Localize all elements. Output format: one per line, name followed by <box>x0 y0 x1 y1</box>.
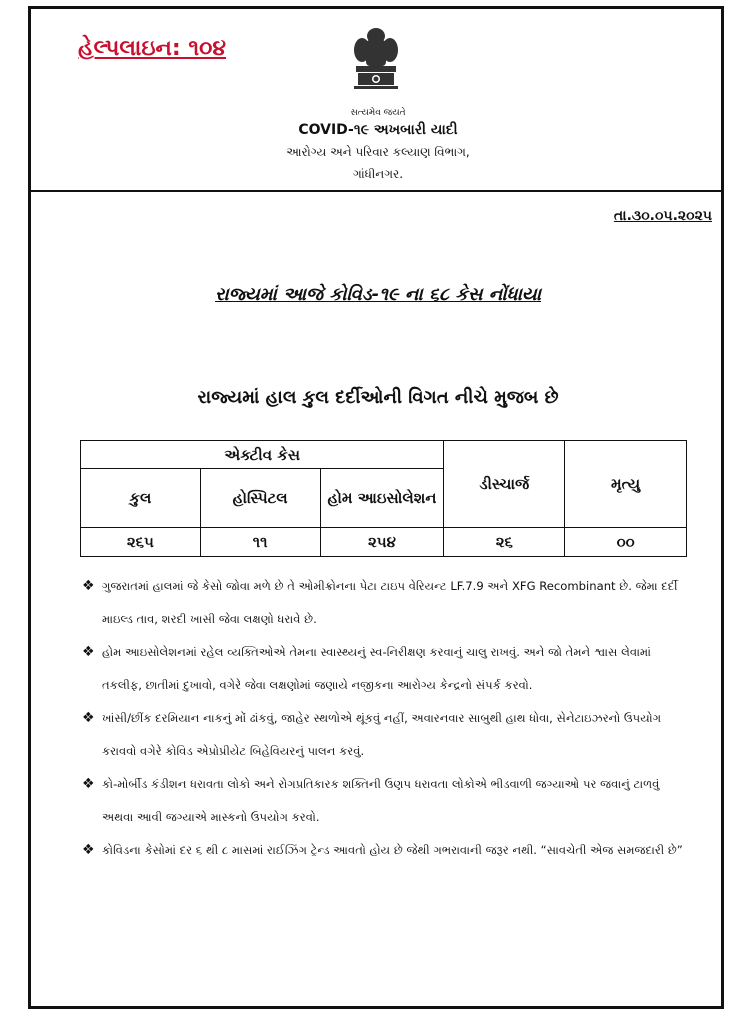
header-divider <box>30 190 722 192</box>
list-item-text: ગુજરાતમાં હાલમાં જે કેસો જોવા મળે છે તે ઓમીક્રોનના પેટા ટાઇપ વેરિયન્ટ LF.7.9 અને XFG Recombinant છે. જેમા દર્દી માઇલ્ડ તાવ, શરદી ખાસી જેવા લક્ષણો ધરાવે છે. <box>102 579 678 626</box>
release-date: તા.૩૦.૦૫.૨૦૨૫ <box>613 208 712 224</box>
headline: રાજ્યમાં આજે કોવિડ-૧૯ ના ૬૮ કેસ નોંધાયા <box>214 284 542 305</box>
list-item-text: હોમ આઇસોલેશનમાં રહેલ વ્યક્તિઓએ તેમના સ્વાસ્થ્યનું સ્વ-નિરીક્ષણ કરવાનું ચાલુ રાખવું. અને જો તેમને શ્વાસ લેવામાં તકલીફ, છાતીમાં દુખાવો, વગેરે જેવા લક્ષણોમાં જણાયે નજીકના આરોગ્ય કેન્દ્રનો સંપર્ક કરવો. <box>102 645 651 692</box>
emblem-motto: સત્યમેવ જયતે <box>350 108 406 118</box>
department-name: આરોગ્ય અને પરિવાર કલ્યાણ વિભાગ, <box>286 145 470 159</box>
case-summary-table <box>80 440 687 557</box>
diamond-bullet-icon: ❖ <box>82 578 95 594</box>
home-isolation-header: હોમ આઇસોલેશન <box>320 469 444 528</box>
subheading: રાજ્યમાં હાલ કુલ દર્દીઓની વિગત નીચે મુજબ છે <box>197 387 559 408</box>
total-value: ૨૬૫ <box>81 528 201 557</box>
list-item-text: ખાંસી/છીંક દરમિયાન નાકનું મોં ઢાંકવું, જાહેર સ્થળોએ થૂંકવું નહીં, અવારનવાર સાબુથી હાથ ધોવા, સેનેટાઇઝરનો ઉપયોગ કરાવવો વગેરે કોવિડ એપ્રોપ્રીયેટ બિહેવિયરનું પાલન કરવું. <box>102 711 662 758</box>
death-value: ૦૦ <box>565 528 687 557</box>
hospital-header: હોસ્પિટલ <box>200 469 320 528</box>
list-item <box>82 768 688 834</box>
diamond-bullet-icon: ❖ <box>82 842 95 858</box>
list-item <box>82 702 688 768</box>
release-title: COVID-૧૯ અખબારી યાદી <box>298 122 458 138</box>
discharge-value: ૨૬ <box>444 528 565 557</box>
helpline-number: હેલ્પલાઇન: ૧૦૪ <box>78 36 227 61</box>
list-item-text: કોવિડના કેસોમાં દર ૬ થી ૮ માસમાં રાઈઝિંગ ટ્રેન્ડ આવતો હોય છે જેથી ગભરાવાની જરૂર નથી. “સાવચેતી એજ સમજદારી છે” <box>102 843 683 857</box>
death-header: મૃત્યુ <box>565 441 687 528</box>
discharge-header: ડીસ્ચાર્જ <box>444 441 565 528</box>
list-item <box>82 834 688 867</box>
home-isolation-value: ૨૫૪ <box>320 528 444 557</box>
list-item <box>82 570 688 636</box>
diamond-bullet-icon: ❖ <box>82 644 95 660</box>
total-header: કુલ <box>81 469 201 528</box>
diamond-bullet-icon: ❖ <box>82 710 95 726</box>
list-item <box>82 636 688 702</box>
diamond-bullet-icon: ❖ <box>82 776 95 792</box>
hospital-value: ૧૧ <box>200 528 320 557</box>
ashoka-emblem-icon <box>344 26 408 110</box>
list-item-text: કો-મોર્બીડ કંડીશન ધરાવતા લોકો અને રોગપ્રતિકારક શક્તિની ઉણપ ધરાવતા લોકોએ ભીડવાળી જગ્યાઓ પર જવાનું ટાળવું અથવા આવી જગ્યાએ માસ્કનો ઉપયોગ કરવો. <box>102 777 660 824</box>
active-cases-header: એક્ટીવ કેસ <box>81 441 444 469</box>
advisory-list <box>82 570 688 867</box>
city-name: ગાંધીનગર. <box>352 167 404 181</box>
